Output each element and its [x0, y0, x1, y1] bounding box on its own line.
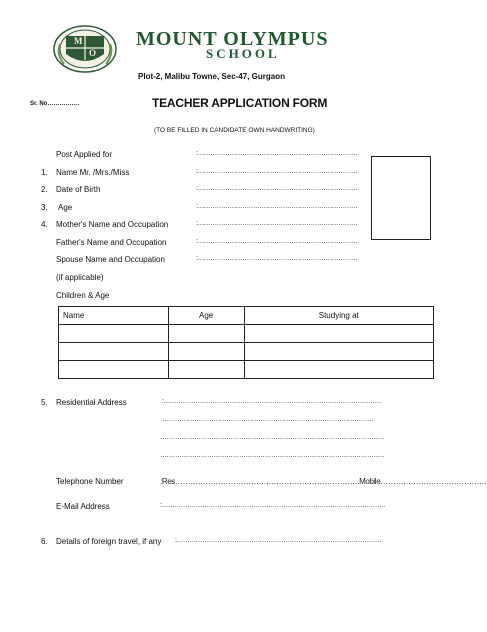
children-age-label: Children & Age	[56, 291, 110, 300]
email-fill-line[interactable]: :……………………………………………………………………………………………	[160, 502, 386, 509]
serial-number-label: Sr. No…………….	[30, 101, 80, 107]
foreign-travel-number: 6.	[41, 537, 48, 546]
column-header-name: Name	[59, 307, 169, 325]
table-cell[interactable]	[244, 361, 433, 379]
table-header-row	[59, 307, 434, 325]
telephone-fill-line[interactable]: :Res……………………………………………………………….Mobile……………………………………	[160, 477, 487, 486]
field-number: 2.	[41, 185, 48, 194]
field-fill-line[interactable]: :…………………………………………………………………	[196, 185, 358, 192]
table-cell[interactable]	[59, 361, 169, 379]
field-fill-line[interactable]: :…………………………………………………………………	[196, 203, 358, 210]
foreign-travel-fill-line[interactable]: :……………………………………………………………………………………	[175, 537, 382, 544]
form-title: TEACHER APPLICATION FORM	[152, 96, 328, 110]
table-cell[interactable]	[59, 325, 169, 343]
column-header-age: Age	[168, 307, 244, 325]
table-row	[59, 343, 434, 361]
table-row	[59, 325, 434, 343]
field-fill-line[interactable]: :…………………………………………………………………	[196, 255, 358, 262]
address-line[interactable]: ……………………………………………………………………………………………	[160, 434, 385, 441]
field-label: Mother's Name and Occupation	[56, 220, 169, 229]
field-label: Name Mr. /Mrs./Miss	[56, 168, 130, 177]
school-address: Plot-2, Malibu Towne, Sec-47, Gurgaon	[138, 72, 285, 81]
field-label: Spouse Name and Occupation	[56, 255, 165, 264]
field-fill-line[interactable]: :…………………………………………………………………	[196, 150, 358, 157]
field-fill-line[interactable]: :…………………………………………………………………	[196, 220, 358, 227]
table-cell[interactable]	[244, 325, 433, 343]
crest-letter-m: M	[74, 36, 83, 46]
field-label: Date of Birth	[56, 185, 101, 194]
table-row	[59, 361, 434, 379]
table-cell[interactable]	[59, 343, 169, 361]
residential-fill-line[interactable]: :…………………………………………………………………………………………	[162, 398, 381, 405]
table-cell[interactable]	[168, 343, 244, 361]
field-number: 1.	[41, 168, 48, 177]
children-table	[58, 306, 434, 379]
residential-number: 5.	[41, 398, 48, 407]
address-line[interactable]: ……………………………………………………………………………………………	[160, 452, 385, 459]
field-label: Father's Name and Occupation	[56, 238, 167, 247]
field-number: 3.	[41, 203, 48, 212]
email-label: E-Mail Address	[56, 502, 110, 511]
foreign-travel-label: Details of foreign travel, if any	[56, 537, 162, 546]
school-name-line1: MOUNT OLYMPUS	[136, 28, 329, 50]
school-crest	[52, 24, 118, 74]
field-label: Age	[58, 203, 73, 212]
field-number: 4.	[41, 220, 48, 229]
school-name-line2: SCHOOL	[206, 46, 280, 61]
column-header-studying: Studying at	[244, 307, 433, 325]
field-fill-line[interactable]: :…………………………………………………………………	[196, 238, 358, 245]
if-applicable-note: (if applicable)	[56, 273, 104, 282]
table-cell[interactable]	[168, 325, 244, 343]
table-cell[interactable]	[244, 343, 433, 361]
field-label: Post Applied for	[56, 150, 113, 159]
crest-letter-o: O	[89, 48, 97, 58]
residential-label: Residential Address	[56, 398, 127, 407]
table-cell[interactable]	[168, 361, 244, 379]
field-fill-line[interactable]: :…………………………………………………………………	[196, 168, 358, 175]
telephone-label: Telephone Number	[56, 477, 124, 486]
photo-box	[371, 156, 431, 240]
form-subtitle: (TO BE FILLED IN CANDIDATE OWN HANDWRITING)	[154, 127, 315, 134]
address-line[interactable]: ………………………………………………………………………………………	[162, 416, 374, 423]
